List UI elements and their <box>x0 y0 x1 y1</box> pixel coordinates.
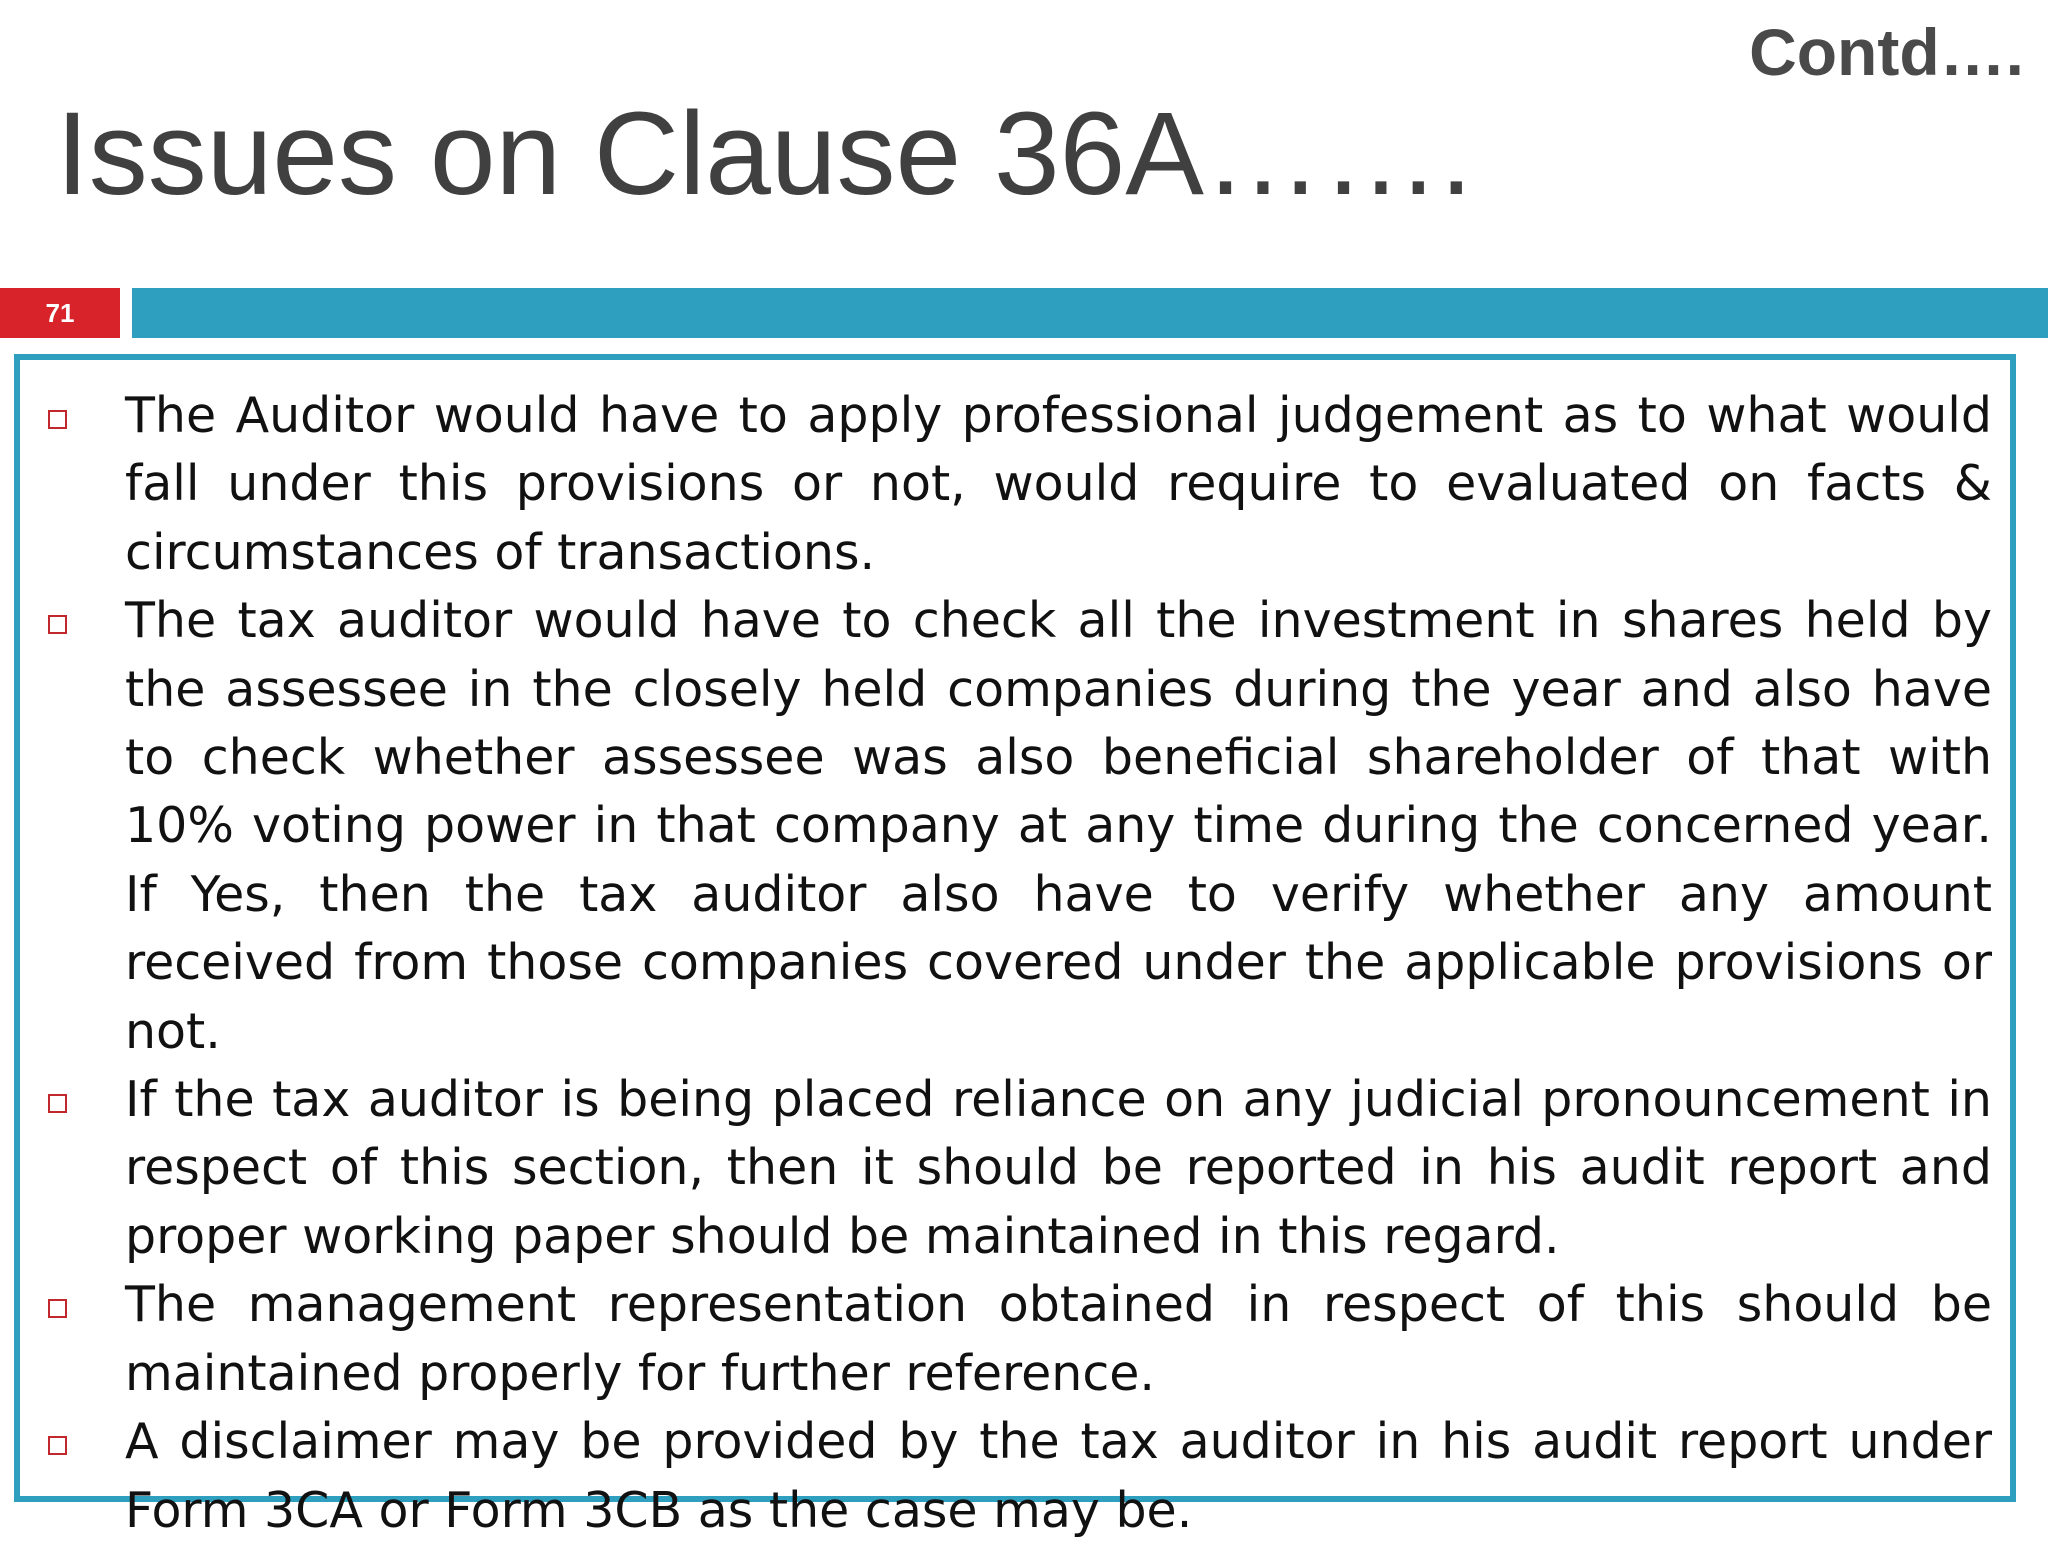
header-accent-bar <box>132 288 2048 338</box>
bullet-list <box>44 382 1992 1545</box>
slide-number: 71 <box>45 297 75 328</box>
bullet-text: The Auditor would have to apply professional judgement as to what would fall under this provisions or not, would require to evaluated on facts & circumstances of transactions. <box>125 387 1992 581</box>
hollow-square-bullet-icon <box>48 1094 67 1113</box>
hollow-square-bullet-icon <box>48 615 67 634</box>
bullet-item <box>44 1066 1992 1271</box>
content-box <box>14 354 2016 1539</box>
bullet-text: The tax auditor would have to check all the investment in shares held by the assessee in the closely held companies during the year and also have to check whether assessee was also beneficial shareholder of that with 10% voting power in that company at any time during the concerned year. If Yes, then the tax auditor also have to verify whether any amount received from those companies covered under the applicable provisions or not. <box>125 592 1992 1060</box>
bullet-item <box>44 1271 1992 1408</box>
bullet-item <box>44 1408 1992 1545</box>
bullet-text: If the tax auditor is being placed reliance on any judicial pronouncement in respect of this section, then it should be reported in his audit report and proper working paper should be maintained in this regard. <box>125 1071 1992 1265</box>
bullet-item <box>44 587 1992 1066</box>
bullet-text: A disclaimer may be provided by the tax auditor in his audit report under Form 3CA or Form 3CB as the case may be. <box>125 1413 1992 1539</box>
slide-title: Issues on Clause 36A……. <box>56 88 1473 220</box>
bullet-item <box>44 382 1992 587</box>
hollow-square-bullet-icon <box>48 410 67 429</box>
hollow-square-bullet-icon <box>48 1299 67 1318</box>
slide-number-badge <box>0 288 120 338</box>
hollow-square-bullet-icon <box>48 1436 67 1455</box>
bullet-text: The management representation obtained in respect of this should be maintained properly for further reference. <box>125 1276 1992 1402</box>
contd-label: Contd…. <box>1749 15 2024 89</box>
